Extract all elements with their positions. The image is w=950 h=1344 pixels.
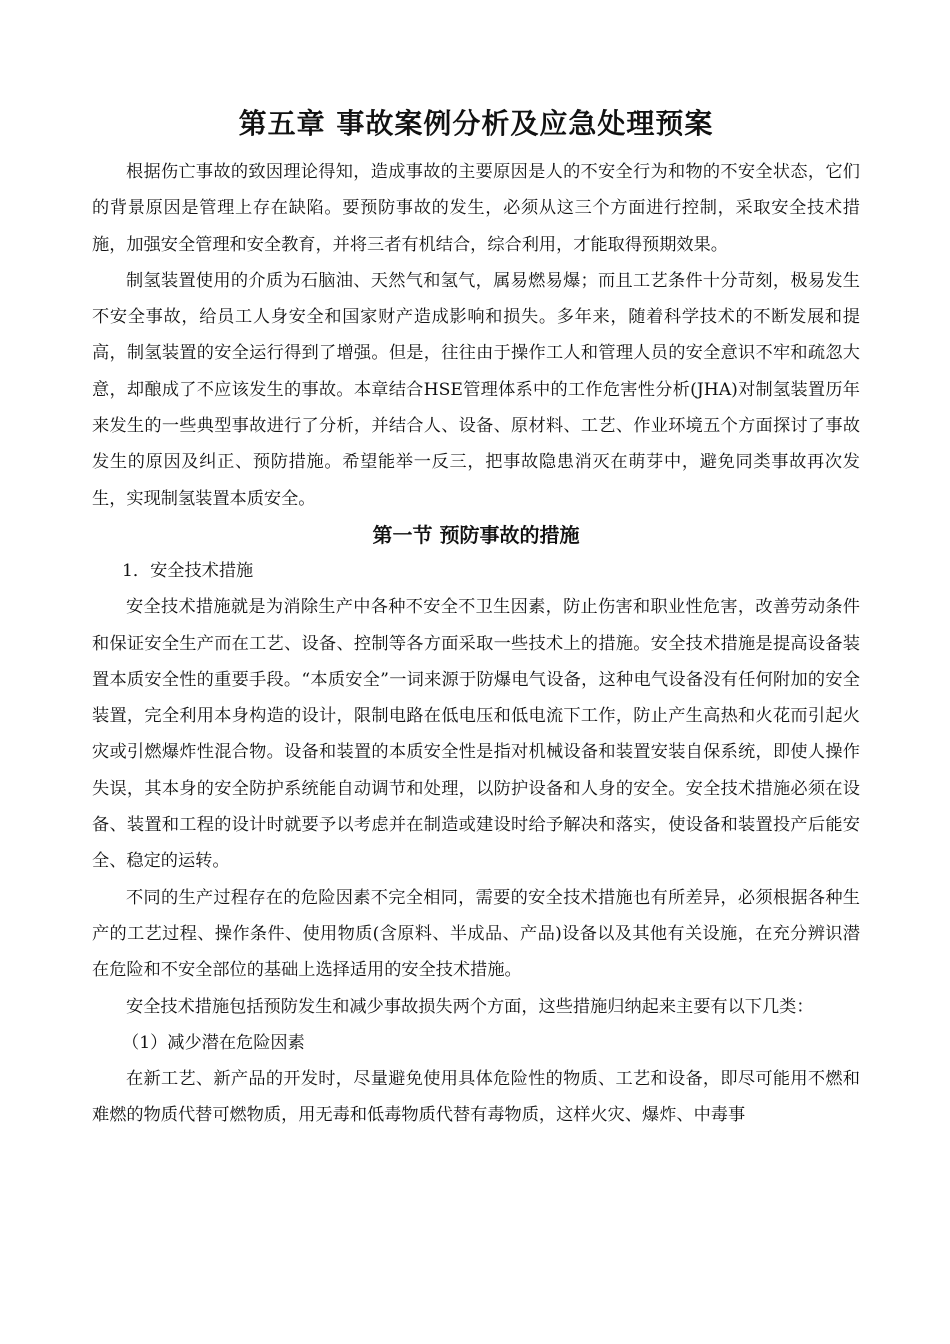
- body-paragraph-1: 安全技术措施就是为消除生产中各种不安全不卫生因素，防止伤害和职业性危害，改善劳动条件和保证安全生产而在工艺、设备、控制等各方面采取一些技术上的措施。安全技术措施是提高设备装置本质安全性的重要手段。“本质安全”一词来源于防爆电气设备，这种电气设备没有任何附加的安全装置，完全利用本身构造的设计，限制电路在低电压和低电流下工作，防止产生高热和火花而引起火灾或引燃爆炸性混合物。设备和装置的本质安全性是指对机械设备和装置安装自保系统，即使人操作失误，其本身的安全防护系统能自动调节和处理，以防护设备和人身的安全。安全技术措施必须在设备、装置和工程的设计时就要予以考虑并在制造或建设时给予解决和落实，使设备和装置投产后能安全、稳定的运转。: [92, 597, 860, 872]
- chapter-title: 第五章 事故案例分析及应急处理预案: [238, 107, 714, 140]
- section-title: 第一节 预防事故的措施: [372, 522, 580, 547]
- intro-paragraph-2: 制氢装置使用的介质为石脑油、天然气和氢气，属易燃易爆；而且工艺条件十分苛刻，极易发生不安全事故，给员工人身安全和国家财产造成影响和损失。多年来，随着科学技术的不断发展和提高，制氢装置的安全运行得到了增强。但是，往往由于操作工人和管理人员的安全意识不牢和疏忽大意，却酿成了不应该发生的事故。本章结合HSE管理体系中的工作危害性分析(JHA)对制氢装置历年来发生的一些典型事故进行了分析，并结合人、设备、原材料、工艺、作业环境五个方面探讨了事故发生的原因及纠正、预防措施。希望能举一反三，把事故隐患消灭在萌芽中，避免同类事故再次发生，实现制氢装置本质安全。: [92, 270, 860, 509]
- body-paragraph-2: 不同的生产过程存在的危险因素不完全相同，需要的安全技术措施也有所差异，必须根据各种生产的工艺过程、操作条件、使用物质(含原料、半成品、产品)设备以及其他有关设施，在充分辨识潜在危险和不安全部位的基础上选择适用的安全技术措施。: [92, 887, 860, 981]
- body-paragraph-3: 安全技术措施包括预防发生和减少事故损失两个方面，这些措施归纳起来主要有以下几类：: [126, 996, 814, 1017]
- intro-paragraph-1: 根据伤亡事故的致因理论得知，造成事故的主要原因是人的不安全行为和物的不安全状态，它们的背景原因是管理上存在缺陷。要预防事故的发生，必须从这三个方面进行控制，采取安全技术措施，加强安全管理和安全教育，并将三者有机结合，综合利用，才能取得预期效果。: [92, 162, 860, 255]
- document-body: [92, 104, 860, 1134]
- subheading-reduce-hazards: （1）减少潜在危险因素: [122, 1032, 305, 1053]
- final-paragraph: 在新工艺、新产品的开发时，尽量避免使用具体危险性的物质、工艺和设备，即尽可能用不燃和难燃的物质代替可燃物质，用无毒和低毒物质代替有毒物质，这样火灾、爆炸、中毒事: [92, 1069, 860, 1126]
- subheading-safety-measures: 1．安全技术措施: [122, 560, 254, 581]
